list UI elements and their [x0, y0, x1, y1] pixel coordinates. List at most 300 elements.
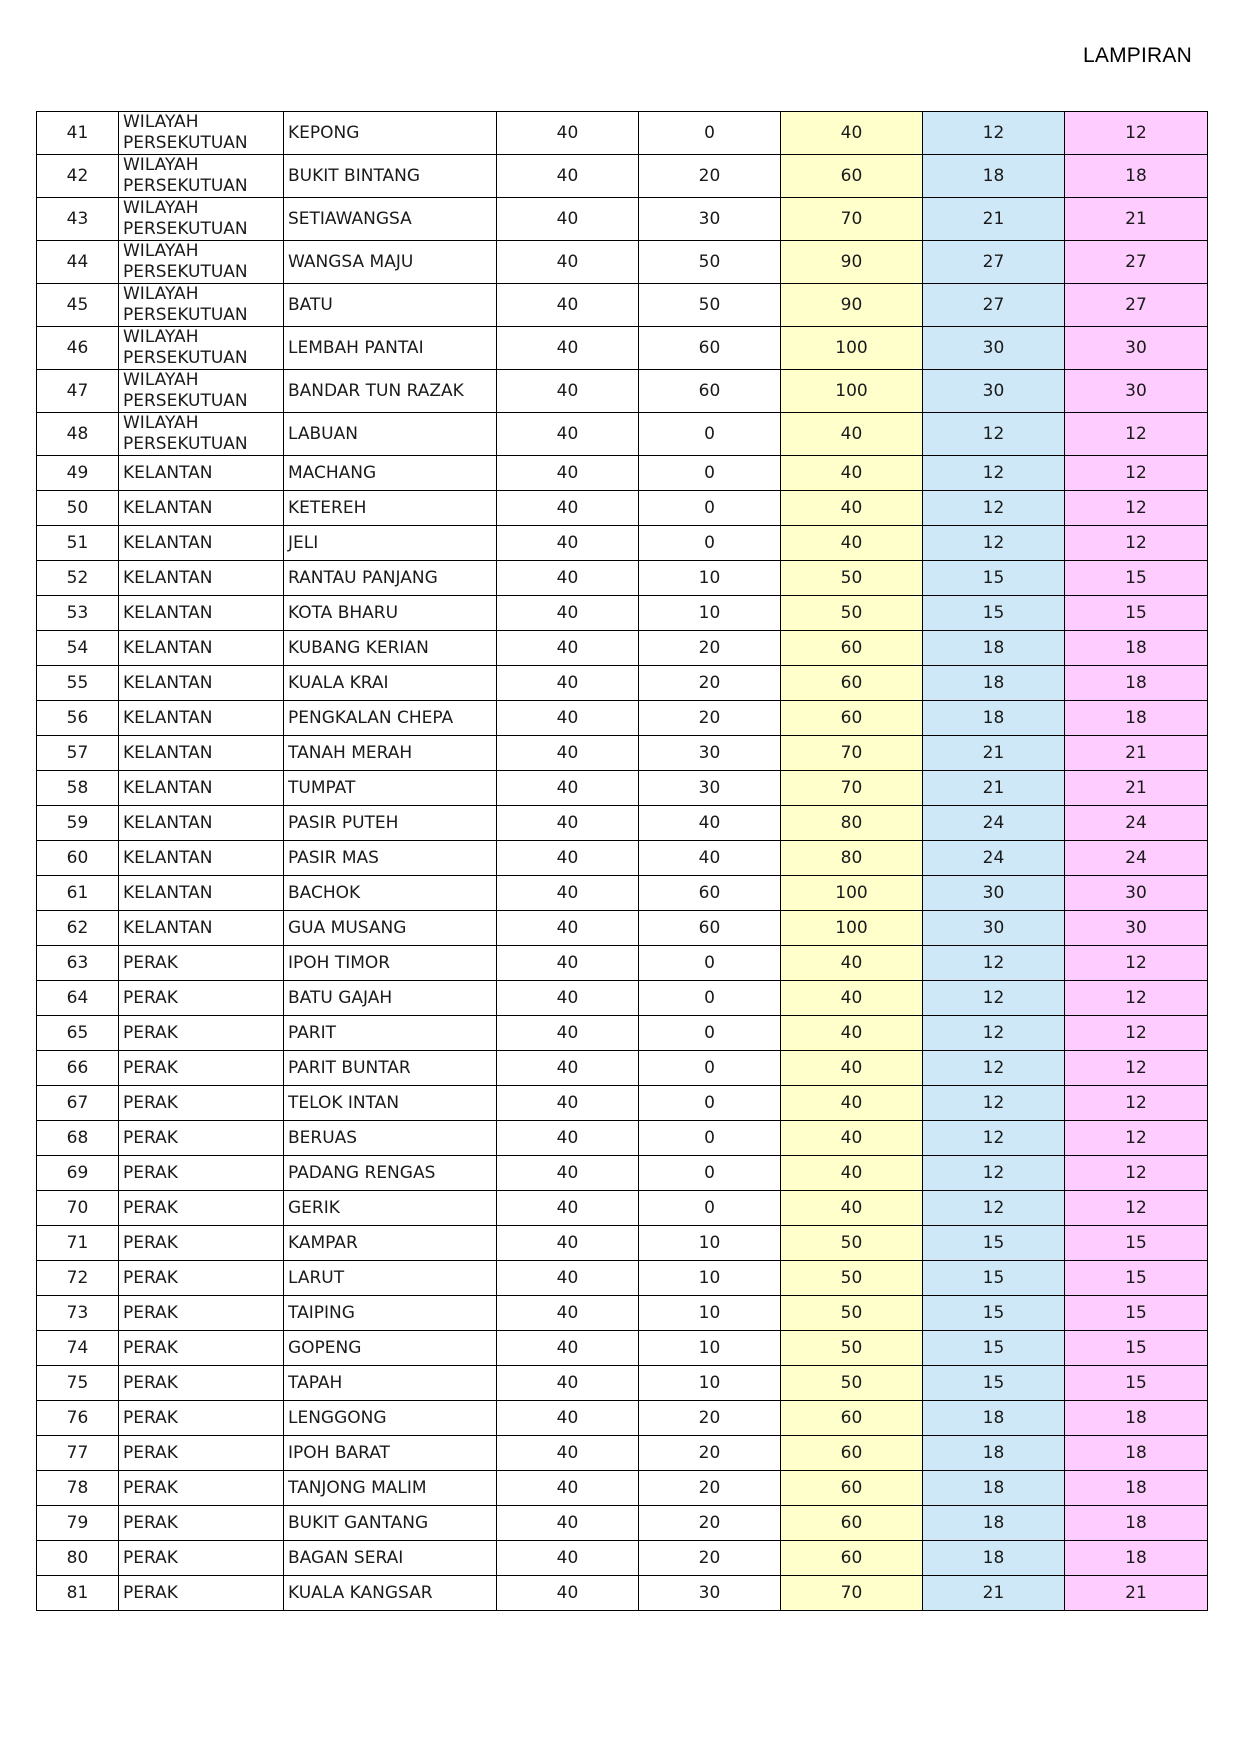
- cell-number: 51: [37, 526, 119, 561]
- cell-total: 60: [781, 666, 923, 701]
- table-row: [37, 946, 1208, 981]
- cell-total: 60: [781, 1541, 923, 1576]
- cell-state: WILAYAH PERSEKUTUAN: [119, 155, 284, 198]
- cell-state: PERAK: [119, 1016, 284, 1051]
- cell-value-2: 10: [639, 1226, 781, 1261]
- cell-total: 70: [781, 198, 923, 241]
- cell-total: 50: [781, 1226, 923, 1261]
- cell-value-a: 18: [923, 1506, 1065, 1541]
- cell-value-a: 18: [923, 631, 1065, 666]
- table-row: [37, 1331, 1208, 1366]
- cell-state: KELANTAN: [119, 876, 284, 911]
- cell-value-a: 12: [923, 456, 1065, 491]
- cell-value-2: 10: [639, 596, 781, 631]
- cell-value-b: 12: [1065, 946, 1208, 981]
- cell-number: 80: [37, 1541, 119, 1576]
- cell-value-1: 40: [497, 1226, 639, 1261]
- cell-value-1: 40: [497, 1366, 639, 1401]
- cell-number: 62: [37, 911, 119, 946]
- cell-value-b: 30: [1065, 876, 1208, 911]
- cell-total: 100: [781, 370, 923, 413]
- cell-value-2: 10: [639, 1296, 781, 1331]
- cell-total: 40: [781, 1051, 923, 1086]
- cell-value-1: 40: [497, 806, 639, 841]
- cell-value-1: 40: [497, 981, 639, 1016]
- cell-number: 53: [37, 596, 119, 631]
- cell-state: PERAK: [119, 1261, 284, 1296]
- cell-value-b: 24: [1065, 806, 1208, 841]
- table-row: [37, 596, 1208, 631]
- cell-value-2: 10: [639, 561, 781, 596]
- cell-value-2: 0: [639, 1051, 781, 1086]
- cell-value-2: 60: [639, 370, 781, 413]
- cell-total: 50: [781, 1296, 923, 1331]
- cell-value-b: 12: [1065, 1156, 1208, 1191]
- cell-constituency: BATU GAJAH: [284, 981, 497, 1016]
- cell-value-1: 40: [497, 1296, 639, 1331]
- cell-value-a: 12: [923, 1156, 1065, 1191]
- cell-total: 40: [781, 491, 923, 526]
- cell-total: 50: [781, 561, 923, 596]
- cell-total: 60: [781, 1401, 923, 1436]
- cell-value-b: 27: [1065, 241, 1208, 284]
- cell-constituency: KEPONG: [284, 112, 497, 155]
- cell-value-1: 40: [497, 876, 639, 911]
- cell-number: 67: [37, 1086, 119, 1121]
- cell-value-b: 15: [1065, 1226, 1208, 1261]
- cell-total: 100: [781, 911, 923, 946]
- cell-value-1: 40: [497, 561, 639, 596]
- cell-state: PERAK: [119, 1051, 284, 1086]
- cell-value-2: 50: [639, 241, 781, 284]
- cell-number: 61: [37, 876, 119, 911]
- table-row: [37, 413, 1208, 456]
- cell-value-a: 30: [923, 911, 1065, 946]
- cell-value-b: 21: [1065, 198, 1208, 241]
- cell-total: 60: [781, 1506, 923, 1541]
- cell-total: 50: [781, 1331, 923, 1366]
- cell-total: 40: [781, 526, 923, 561]
- cell-number: 79: [37, 1506, 119, 1541]
- cell-constituency: LENGGONG: [284, 1401, 497, 1436]
- cell-constituency: KAMPAR: [284, 1226, 497, 1261]
- cell-value-2: 0: [639, 413, 781, 456]
- cell-constituency: IPOH TIMOR: [284, 946, 497, 981]
- cell-number: 41: [37, 112, 119, 155]
- cell-constituency: GERIK: [284, 1191, 497, 1226]
- cell-total: 100: [781, 876, 923, 911]
- cell-value-2: 20: [639, 155, 781, 198]
- cell-value-a: 15: [923, 1226, 1065, 1261]
- cell-value-2: 20: [639, 631, 781, 666]
- cell-constituency: RANTAU PANJANG: [284, 561, 497, 596]
- cell-value-1: 40: [497, 155, 639, 198]
- cell-value-a: 30: [923, 370, 1065, 413]
- table-row: [37, 1541, 1208, 1576]
- cell-value-a: 15: [923, 561, 1065, 596]
- cell-value-a: 18: [923, 1436, 1065, 1471]
- cell-state: WILAYAH PERSEKUTUAN: [119, 112, 284, 155]
- cell-number: 71: [37, 1226, 119, 1261]
- cell-value-2: 30: [639, 771, 781, 806]
- cell-total: 80: [781, 841, 923, 876]
- cell-value-2: 0: [639, 1191, 781, 1226]
- cell-value-2: 60: [639, 911, 781, 946]
- cell-value-2: 20: [639, 1436, 781, 1471]
- cell-value-b: 12: [1065, 491, 1208, 526]
- cell-constituency: GOPENG: [284, 1331, 497, 1366]
- table-row: [37, 666, 1208, 701]
- cell-number: 57: [37, 736, 119, 771]
- table-row: [37, 911, 1208, 946]
- cell-value-1: 40: [497, 666, 639, 701]
- cell-value-a: 18: [923, 1471, 1065, 1506]
- table-row: [37, 631, 1208, 666]
- cell-value-b: 12: [1065, 456, 1208, 491]
- cell-constituency: BERUAS: [284, 1121, 497, 1156]
- cell-value-2: 0: [639, 526, 781, 561]
- cell-value-b: 18: [1065, 701, 1208, 736]
- cell-state: PERAK: [119, 1436, 284, 1471]
- cell-value-b: 12: [1065, 1191, 1208, 1226]
- cell-value-b: 12: [1065, 413, 1208, 456]
- cell-state: KELANTAN: [119, 666, 284, 701]
- cell-constituency: BACHOK: [284, 876, 497, 911]
- cell-value-a: 24: [923, 806, 1065, 841]
- cell-total: 90: [781, 284, 923, 327]
- cell-state: PERAK: [119, 1471, 284, 1506]
- table-row: [37, 736, 1208, 771]
- cell-number: 73: [37, 1296, 119, 1331]
- cell-number: 45: [37, 284, 119, 327]
- cell-constituency: SETIAWANGSA: [284, 198, 497, 241]
- cell-number: 52: [37, 561, 119, 596]
- cell-state: KELANTAN: [119, 771, 284, 806]
- cell-total: 70: [781, 736, 923, 771]
- cell-value-b: 15: [1065, 561, 1208, 596]
- cell-value-2: 0: [639, 946, 781, 981]
- cell-total: 60: [781, 1436, 923, 1471]
- cell-total: 50: [781, 1261, 923, 1296]
- table-row: [37, 526, 1208, 561]
- cell-value-2: 0: [639, 1016, 781, 1051]
- cell-constituency: BAGAN SERAI: [284, 1541, 497, 1576]
- cell-value-1: 40: [497, 946, 639, 981]
- cell-state: PERAK: [119, 1296, 284, 1331]
- cell-state: WILAYAH PERSEKUTUAN: [119, 198, 284, 241]
- cell-constituency: WANGSA MAJU: [284, 241, 497, 284]
- table-row: [37, 876, 1208, 911]
- cell-value-a: 27: [923, 284, 1065, 327]
- cell-number: 55: [37, 666, 119, 701]
- cell-total: 60: [781, 1471, 923, 1506]
- cell-value-1: 40: [497, 631, 639, 666]
- cell-value-1: 40: [497, 841, 639, 876]
- cell-value-a: 12: [923, 526, 1065, 561]
- cell-state: WILAYAH PERSEKUTUAN: [119, 284, 284, 327]
- table-row: [37, 112, 1208, 155]
- cell-state: KELANTAN: [119, 491, 284, 526]
- table-row: [37, 981, 1208, 1016]
- cell-state: KELANTAN: [119, 911, 284, 946]
- cell-value-2: 0: [639, 1121, 781, 1156]
- cell-total: 40: [781, 1191, 923, 1226]
- cell-value-2: 0: [639, 112, 781, 155]
- cell-state: WILAYAH PERSEKUTUAN: [119, 327, 284, 370]
- cell-value-b: 18: [1065, 1541, 1208, 1576]
- cell-value-b: 12: [1065, 981, 1208, 1016]
- cell-value-2: 10: [639, 1331, 781, 1366]
- cell-value-b: 18: [1065, 155, 1208, 198]
- cell-value-2: 50: [639, 284, 781, 327]
- cell-state: KELANTAN: [119, 456, 284, 491]
- cell-number: 56: [37, 701, 119, 736]
- cell-constituency: TANAH MERAH: [284, 736, 497, 771]
- cell-number: 66: [37, 1051, 119, 1086]
- cell-state: PERAK: [119, 1576, 284, 1611]
- cell-state: WILAYAH PERSEKUTUAN: [119, 370, 284, 413]
- cell-value-1: 40: [497, 1331, 639, 1366]
- cell-value-1: 40: [497, 1261, 639, 1296]
- cell-total: 40: [781, 413, 923, 456]
- cell-state: PERAK: [119, 946, 284, 981]
- cell-constituency: PARIT BUNTAR: [284, 1051, 497, 1086]
- table-row: [37, 370, 1208, 413]
- cell-value-1: 40: [497, 198, 639, 241]
- cell-value-1: 40: [497, 596, 639, 631]
- table-row: [37, 327, 1208, 370]
- cell-total: 60: [781, 631, 923, 666]
- cell-value-2: 30: [639, 1576, 781, 1611]
- cell-value-b: 18: [1065, 666, 1208, 701]
- cell-value-1: 40: [497, 701, 639, 736]
- table-row: [37, 1296, 1208, 1331]
- cell-value-a: 21: [923, 198, 1065, 241]
- cell-value-1: 40: [497, 1086, 639, 1121]
- cell-number: 46: [37, 327, 119, 370]
- cell-number: 44: [37, 241, 119, 284]
- cell-state: PERAK: [119, 1401, 284, 1436]
- cell-value-a: 12: [923, 1121, 1065, 1156]
- cell-value-2: 20: [639, 1471, 781, 1506]
- cell-total: 40: [781, 1086, 923, 1121]
- cell-state: KELANTAN: [119, 631, 284, 666]
- cell-value-b: 18: [1065, 1401, 1208, 1436]
- cell-constituency: GUA MUSANG: [284, 911, 497, 946]
- cell-value-a: 18: [923, 701, 1065, 736]
- cell-total: 40: [781, 981, 923, 1016]
- table-row: [37, 1576, 1208, 1611]
- table-row: [37, 1506, 1208, 1541]
- cell-value-a: 12: [923, 1191, 1065, 1226]
- cell-state: KELANTAN: [119, 806, 284, 841]
- table-row: [37, 1436, 1208, 1471]
- cell-state: PERAK: [119, 1086, 284, 1121]
- cell-value-b: 15: [1065, 596, 1208, 631]
- cell-value-a: 12: [923, 1086, 1065, 1121]
- cell-constituency: BUKIT BINTANG: [284, 155, 497, 198]
- cell-value-1: 40: [497, 771, 639, 806]
- cell-value-a: 27: [923, 241, 1065, 284]
- cell-constituency: BANDAR TUN RAZAK: [284, 370, 497, 413]
- cell-value-a: 12: [923, 946, 1065, 981]
- cell-value-b: 21: [1065, 771, 1208, 806]
- cell-constituency: BUKIT GANTANG: [284, 1506, 497, 1541]
- cell-state: KELANTAN: [119, 526, 284, 561]
- cell-constituency: KETEREH: [284, 491, 497, 526]
- cell-number: 74: [37, 1331, 119, 1366]
- page-title: LAMPIRAN: [1083, 44, 1192, 67]
- table-row: [37, 155, 1208, 198]
- cell-value-a: 15: [923, 1331, 1065, 1366]
- cell-value-b: 21: [1065, 1576, 1208, 1611]
- cell-value-2: 30: [639, 736, 781, 771]
- cell-total: 90: [781, 241, 923, 284]
- cell-number: 47: [37, 370, 119, 413]
- cell-value-1: 40: [497, 1401, 639, 1436]
- table-body: [37, 112, 1208, 1611]
- cell-state: KELANTAN: [119, 596, 284, 631]
- cell-value-a: 15: [923, 1296, 1065, 1331]
- cell-value-1: 40: [497, 1436, 639, 1471]
- table-row: [37, 1366, 1208, 1401]
- cell-number: 81: [37, 1576, 119, 1611]
- cell-number: 77: [37, 1436, 119, 1471]
- table-row: [37, 1191, 1208, 1226]
- cell-value-2: 0: [639, 981, 781, 1016]
- cell-constituency: LARUT: [284, 1261, 497, 1296]
- table-row: [37, 806, 1208, 841]
- cell-value-b: 15: [1065, 1366, 1208, 1401]
- cell-value-b: 30: [1065, 370, 1208, 413]
- cell-state: KELANTAN: [119, 841, 284, 876]
- cell-number: 64: [37, 981, 119, 1016]
- cell-value-2: 20: [639, 1506, 781, 1541]
- cell-value-2: 20: [639, 666, 781, 701]
- cell-value-a: 12: [923, 981, 1065, 1016]
- cell-number: 59: [37, 806, 119, 841]
- cell-value-a: 12: [923, 1016, 1065, 1051]
- cell-number: 48: [37, 413, 119, 456]
- cell-value-2: 60: [639, 876, 781, 911]
- cell-state: PERAK: [119, 1331, 284, 1366]
- cell-value-2: 10: [639, 1366, 781, 1401]
- cell-constituency: PARIT: [284, 1016, 497, 1051]
- cell-number: 70: [37, 1191, 119, 1226]
- cell-state: PERAK: [119, 1541, 284, 1576]
- table-row: [37, 1226, 1208, 1261]
- table-row: [37, 491, 1208, 526]
- cell-value-1: 40: [497, 1016, 639, 1051]
- cell-number: 75: [37, 1366, 119, 1401]
- cell-value-a: 18: [923, 666, 1065, 701]
- cell-value-1: 40: [497, 1191, 639, 1226]
- cell-number: 78: [37, 1471, 119, 1506]
- cell-value-a: 12: [923, 491, 1065, 526]
- cell-state: PERAK: [119, 1366, 284, 1401]
- cell-value-1: 40: [497, 1576, 639, 1611]
- cell-constituency: PADANG RENGAS: [284, 1156, 497, 1191]
- cell-value-b: 30: [1065, 911, 1208, 946]
- cell-value-1: 40: [497, 526, 639, 561]
- cell-number: 60: [37, 841, 119, 876]
- table-row: [37, 1051, 1208, 1086]
- table-row: [37, 701, 1208, 736]
- cell-value-2: 0: [639, 1086, 781, 1121]
- cell-value-1: 40: [497, 736, 639, 771]
- table-row: [37, 198, 1208, 241]
- cell-constituency: PASIR PUTEH: [284, 806, 497, 841]
- cell-value-1: 40: [497, 491, 639, 526]
- cell-value-a: 15: [923, 1261, 1065, 1296]
- cell-constituency: MACHANG: [284, 456, 497, 491]
- cell-value-1: 40: [497, 327, 639, 370]
- cell-value-2: 40: [639, 841, 781, 876]
- table-row: [37, 1471, 1208, 1506]
- cell-constituency: PENGKALAN CHEPA: [284, 701, 497, 736]
- cell-value-2: 20: [639, 1541, 781, 1576]
- cell-total: 80: [781, 806, 923, 841]
- cell-total: 40: [781, 1156, 923, 1191]
- cell-number: 50: [37, 491, 119, 526]
- cell-value-2: 40: [639, 806, 781, 841]
- cell-value-2: 30: [639, 198, 781, 241]
- table-row: [37, 561, 1208, 596]
- cell-number: 58: [37, 771, 119, 806]
- cell-value-b: 15: [1065, 1296, 1208, 1331]
- cell-value-a: 18: [923, 1541, 1065, 1576]
- cell-value-a: 30: [923, 327, 1065, 370]
- cell-value-2: 0: [639, 456, 781, 491]
- cell-number: 63: [37, 946, 119, 981]
- cell-value-b: 12: [1065, 1016, 1208, 1051]
- cell-number: 49: [37, 456, 119, 491]
- cell-value-b: 12: [1065, 1086, 1208, 1121]
- cell-value-a: 12: [923, 1051, 1065, 1086]
- cell-value-2: 60: [639, 327, 781, 370]
- cell-value-1: 40: [497, 413, 639, 456]
- cell-number: 69: [37, 1156, 119, 1191]
- table-row: [37, 241, 1208, 284]
- cell-value-b: 18: [1065, 1436, 1208, 1471]
- cell-state: PERAK: [119, 1226, 284, 1261]
- cell-value-1: 40: [497, 370, 639, 413]
- cell-total: 50: [781, 596, 923, 631]
- cell-total: 70: [781, 771, 923, 806]
- cell-value-b: 12: [1065, 1051, 1208, 1086]
- cell-value-b: 15: [1065, 1261, 1208, 1296]
- cell-state: PERAK: [119, 981, 284, 1016]
- cell-value-1: 40: [497, 112, 639, 155]
- cell-constituency: LABUAN: [284, 413, 497, 456]
- cell-value-1: 40: [497, 1506, 639, 1541]
- cell-value-b: 27: [1065, 284, 1208, 327]
- cell-state: KELANTAN: [119, 701, 284, 736]
- cell-state: KELANTAN: [119, 561, 284, 596]
- cell-value-2: 0: [639, 491, 781, 526]
- cell-total: 40: [781, 456, 923, 491]
- cell-value-a: 15: [923, 1366, 1065, 1401]
- cell-value-b: 15: [1065, 1331, 1208, 1366]
- cell-value-1: 40: [497, 1121, 639, 1156]
- cell-state: KELANTAN: [119, 736, 284, 771]
- cell-total: 40: [781, 946, 923, 981]
- cell-total: 60: [781, 155, 923, 198]
- cell-value-1: 40: [497, 1471, 639, 1506]
- table-row: [37, 284, 1208, 327]
- cell-value-1: 40: [497, 456, 639, 491]
- cell-value-a: 30: [923, 876, 1065, 911]
